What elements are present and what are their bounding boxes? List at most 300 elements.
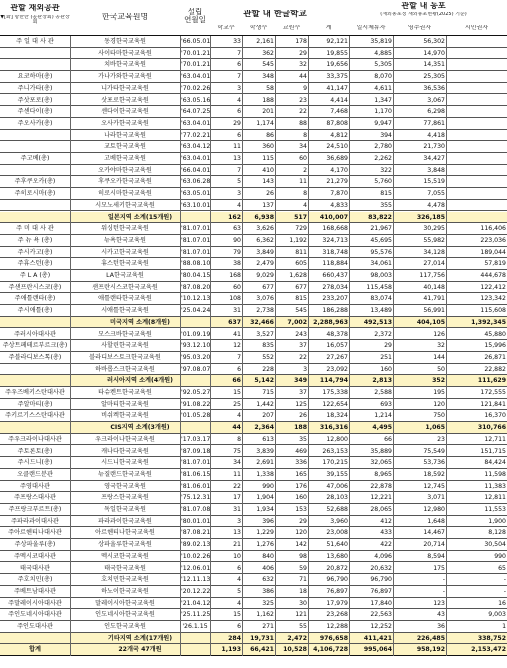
header-founded-date: 설립 연월일 (184, 8, 206, 24)
value-cell: 120 (433, 400, 445, 408)
table-row (0, 118, 507, 130)
value-cell (446, 200, 507, 212)
value-cell: 1,276 (256, 541, 274, 549)
value-cell: 12,711 (484, 435, 506, 443)
value-cell: 394 (380, 131, 392, 139)
value-cell (446, 212, 507, 224)
value-cell: 11,553 (484, 506, 506, 513)
jurisdiction-cell: 주우크라이나대사관 (8, 435, 62, 443)
founded-date-cell: '25.11.25 (181, 611, 210, 619)
value-cell: 66,421 (250, 646, 274, 654)
value-cell: 20,632 (370, 564, 392, 572)
jurisdiction-cell: 주 뉴 욕 (총) (17, 236, 53, 244)
value-cell: 76,897 (326, 587, 348, 595)
subtotal-label: 미국지역 소계(8개원) (110, 318, 170, 326)
founded-date-cell: '12.06.01 (181, 564, 210, 572)
value-cell: 17 (233, 494, 241, 502)
founded-date-cell: '75.12.31 (181, 494, 210, 502)
value-cell: 34,061 (370, 260, 392, 268)
value-cell (446, 188, 507, 200)
jurisdiction-cell: 주히로시마(총) (14, 190, 56, 198)
value-cell: 406 (262, 564, 274, 572)
founded-date-cell: '17.03.17 (181, 435, 210, 443)
value-cell: 162 (228, 213, 241, 221)
value-cell (446, 165, 507, 177)
center-name-cell: 타슈켄트한국교육원 (98, 389, 152, 396)
founded-date-cell: '25.04.24 (181, 307, 210, 315)
value-cell: - (442, 576, 445, 584)
value-cell: 2,288,963 (313, 318, 348, 326)
value-cell: 9 (303, 84, 307, 92)
value-cell: 3 (237, 190, 241, 198)
founded-date-cell: '63.04.01 (181, 155, 210, 162)
jurisdiction-cell (0, 165, 70, 177)
value-cell: 750 (433, 412, 445, 420)
value-cell: 2,588 (374, 389, 392, 396)
value-cell: 4 (237, 599, 241, 607)
table-row (0, 504, 507, 516)
center-name-cell: 태국한국교육원 (104, 564, 146, 572)
value-cell: 1,192 (289, 236, 307, 244)
value-cell: 3,071 (427, 494, 445, 502)
value-cell: 20,714 (423, 541, 445, 549)
value-cell: 5,142 (254, 377, 274, 385)
value-cell: 19,855 (326, 49, 348, 57)
value-cell: 6,938 (254, 213, 274, 221)
value-cell: 325 (262, 599, 274, 607)
value-cell: 175 (433, 564, 445, 572)
header-g1-sub-2: 교원수 (282, 25, 301, 31)
center-name-cell: 뉴질랜드한국교육원 (98, 470, 152, 478)
center-name-cell: 사이타마한국교육원 (98, 49, 152, 57)
table-row (0, 527, 507, 539)
value-cell: 95,576 (370, 248, 392, 256)
value-cell: 362 (262, 49, 274, 57)
value-cell: 310,766 (477, 424, 506, 432)
value-cell: 75 (233, 447, 241, 455)
value-cell: 811 (295, 248, 307, 256)
jurisdiction-cell: 주블라디보스톡(총) (8, 353, 62, 361)
value-cell: 111,629 (477, 377, 506, 385)
value-cell: 88 (299, 119, 307, 127)
value-cell: 26 (266, 190, 274, 198)
value-cell: 990 (262, 482, 274, 490)
value-cell: 143 (262, 178, 274, 186)
center-name-cell: 오카야마한국교육원 (98, 166, 152, 174)
value-cell: 8 (237, 435, 241, 443)
founded-date-cell: '93.12.10 (181, 342, 210, 350)
value-cell: 233,207 (322, 295, 348, 303)
value-cell: 336 (295, 459, 307, 467)
value-cell (446, 106, 507, 118)
value-cell: 26,871 (484, 353, 506, 361)
table-row (0, 539, 507, 551)
value-cell: 11 (233, 143, 241, 151)
founded-date-cell: '81.07.01 (181, 248, 210, 256)
value-cell: 50 (437, 365, 445, 373)
value-cell: 151,715 (480, 447, 506, 455)
header-g2-sub-3: 시민권자 (464, 25, 489, 31)
center-name-cell: 영국한국교육원 (104, 482, 146, 490)
value-cell: 40,148 (423, 283, 445, 291)
value-cell: 108 (229, 295, 241, 303)
value-cell: 86 (266, 131, 274, 139)
value-cell: 142 (295, 541, 307, 549)
value-cell: 186,288 (322, 307, 348, 315)
value-cell: 2 (303, 166, 307, 174)
jurisdiction-cell: 주멕시코대사관 (14, 552, 56, 560)
value-cell: 76,897 (370, 587, 392, 595)
jurisdiction-cell (0, 59, 70, 71)
value-cell: 36,536 (423, 84, 445, 92)
header-compatriot-group: 관할 내 동포 (401, 2, 446, 10)
header-jurisdiction-note: ▼[화] 방한한 (공관장회) 공관장회 (0, 15, 70, 26)
founded-date-cell: '91.08.22 (181, 400, 210, 408)
founded-date-cell: '80.01.01 (181, 517, 210, 525)
jurisdiction-cell: 주상파울루(총) (14, 541, 56, 549)
center-name-cell: 휴스턴한국교육원 (101, 260, 149, 268)
value-cell: 4,096 (374, 552, 392, 560)
value-cell: 976,658 (319, 634, 348, 642)
value-cell: 41,791 (423, 295, 445, 303)
table-row (0, 446, 507, 458)
value-cell: 13 (233, 529, 241, 537)
value-cell: 411,421 (363, 634, 392, 642)
value-cell: 284 (228, 634, 241, 642)
value-cell: 11 (299, 178, 307, 186)
value-cell: 96,790 (326, 576, 348, 584)
header-g2-sub-1: 일시체류자 (356, 25, 386, 31)
value-cell: 84,424 (484, 459, 506, 467)
value-cell: 12 (233, 342, 241, 350)
jurisdiction-cell (0, 141, 70, 153)
value-cell: 444,678 (480, 272, 506, 279)
value-cell: 23,268 (326, 611, 348, 619)
value-cell: 59 (299, 564, 307, 572)
value-cell: 545 (295, 307, 307, 315)
value-cell: 3,076 (256, 295, 274, 303)
table-row (0, 235, 507, 247)
value-cell: 188 (294, 424, 307, 432)
value-cell: 2,780 (374, 143, 392, 151)
value-cell: 21 (233, 541, 241, 549)
value-cell: 207 (262, 412, 274, 420)
jurisdiction-cell (0, 364, 70, 376)
value-cell: 613 (262, 435, 274, 443)
value-cell: 30,504 (484, 541, 506, 549)
founded-date-cell: '80.04.15 (181, 272, 210, 279)
value-cell: 8,594 (427, 552, 445, 560)
value-cell: 469 (295, 447, 307, 455)
value-cell: 3,849 (256, 248, 274, 256)
value-cell: 27,267 (326, 353, 348, 361)
value-cell: 5 (237, 178, 241, 186)
founded-date-cell: '10.02.26 (181, 552, 210, 560)
value-cell: 96,790 (370, 576, 392, 584)
value-cell: 77,861 (423, 119, 445, 127)
table-row (0, 364, 507, 376)
header-compatriot-note: (재외동포청 재외동포현황(2025) 기준) (380, 12, 467, 17)
value-cell: 34,128 (423, 248, 445, 256)
center-name-cell: 시카고한국교육원 (101, 248, 149, 256)
center-name-cell: 인도한국교육원 (104, 623, 146, 630)
value-cell: 243 (295, 330, 307, 338)
value-cell: 26 (299, 412, 307, 420)
value-cell: 4 (237, 201, 241, 209)
value-cell: 4,418 (427, 131, 445, 139)
jurisdiction-cell: 주알마티(총) (17, 400, 53, 408)
value-cell: 7,002 (287, 318, 307, 326)
founded-date-cell: '81.07.08 (181, 506, 210, 513)
value-cell: 2,691 (256, 459, 274, 467)
table-row (0, 71, 507, 83)
value-cell: 83,822 (368, 213, 392, 221)
value-cell: 349 (294, 377, 307, 385)
table-row (0, 59, 507, 71)
value-cell: 11 (233, 470, 241, 478)
subtotal-label: 러시아지역 소계(4개원) (107, 377, 173, 385)
value-cell: 8,070 (374, 73, 392, 81)
center-name-cell: 교토한국교육원 (104, 143, 146, 151)
jurisdiction-cell: 주호치민(총) (17, 576, 53, 584)
value-cell: 114,794 (319, 377, 348, 385)
value-cell (446, 48, 507, 60)
value-cell: 32,065 (370, 459, 392, 467)
value-cell: 9,947 (374, 119, 392, 127)
center-name-cell: 캐나다한국교육원 (101, 447, 149, 455)
table-row (0, 36, 507, 48)
founded-date-cell: '66.05.01 (181, 38, 210, 45)
founded-date-cell: '81.07.01 (181, 459, 210, 467)
value-cell: 19,731 (250, 634, 274, 642)
founded-date-cell: '01.09.19 (181, 330, 210, 338)
value-cell: 1,229 (256, 529, 274, 537)
table-row (0, 282, 507, 294)
value-cell: 22 (233, 482, 241, 490)
founded-date-cell: '64.07.25 (181, 108, 210, 116)
founded-date-cell: '20.12.22 (181, 587, 210, 595)
value-cell: 6 (237, 365, 241, 373)
value-cell: 28,103 (326, 494, 348, 502)
center-name-cell: 독일한국교육원 (104, 506, 146, 513)
value-cell: 338,752 (477, 634, 506, 642)
center-name-cell: 동경한국교육원 (104, 38, 146, 45)
value-cell: 1,193 (221, 646, 241, 654)
value-cell: 126 (433, 330, 445, 338)
jurisdiction-cell: 주베트남대사관 (14, 587, 56, 595)
value-cell: 34 (233, 459, 241, 467)
value-cell: 60 (299, 155, 307, 162)
value-cell: 360 (262, 143, 274, 151)
value-cell: 53,736 (423, 459, 445, 467)
value-cell: 263,153 (322, 447, 348, 455)
value-cell: 552 (262, 353, 274, 361)
value-cell: 12,745 (423, 482, 445, 490)
value-cell: 14,351 (423, 61, 445, 69)
value-cell: 1,648 (427, 517, 445, 525)
value-cell: 15,519 (423, 178, 445, 186)
value-cell: 318,748 (322, 248, 348, 256)
value-cell: 4,478 (427, 201, 445, 209)
value-cell: 3,626 (256, 225, 274, 233)
value-cell: 1,170 (374, 108, 392, 116)
jurisdiction-cell: 주프랑크푸르트(총) (8, 506, 62, 513)
jurisdiction-cell: 주시카고(총) (17, 248, 53, 256)
subtotal-row (0, 375, 507, 387)
table-row (0, 153, 507, 165)
jurisdiction-cell: 주니가타(총) (17, 84, 53, 92)
value-cell: 17,840 (370, 599, 392, 607)
value-cell: 271 (262, 623, 274, 630)
value-cell: 188 (262, 96, 274, 104)
value-cell (446, 153, 507, 165)
founded-date-cell: '63.04.01 (181, 73, 210, 81)
value-cell: 9,003 (488, 611, 506, 619)
center-name-cell: 알마티한국교육원 (101, 400, 149, 408)
center-name-cell: 인도네시아한국교육원 (95, 611, 155, 619)
grand-total-row (0, 644, 507, 656)
value-cell: 13,489 (370, 307, 392, 315)
value-cell: 1,347 (374, 96, 392, 104)
value-cell: 66 (384, 435, 392, 443)
value-cell: 7,870 (330, 190, 348, 198)
jurisdiction-cell: 요코하마(총) (17, 73, 53, 81)
value-cell: 22,563 (370, 611, 392, 619)
value-cell: 23,008 (326, 529, 348, 537)
header-korean-school-group: 관할 내 한글학교 (243, 10, 307, 19)
value-cell: 8 (303, 131, 307, 139)
value-cell: 3 (237, 517, 241, 525)
value-cell: 98 (299, 552, 307, 560)
center-name-cell: 센다이한국교육원 (101, 108, 149, 116)
founded-date-cell: '26.1.15 (182, 623, 208, 630)
value-cell: 83,074 (370, 295, 392, 303)
value-cell: 122,412 (480, 283, 506, 291)
value-cell: 1,338 (256, 470, 274, 478)
value-cell: 22,878 (370, 482, 392, 490)
value-cell: 63 (233, 225, 241, 233)
value-cell: 22,882 (484, 365, 506, 373)
value-cell: 57,819 (484, 260, 506, 268)
table-row (0, 481, 507, 493)
value-cell: 815 (295, 295, 307, 303)
value-cell: 55 (299, 623, 307, 630)
table-row (0, 609, 507, 621)
jurisdiction-cell: 주고베(총) (20, 155, 50, 162)
value-cell: 4 (237, 412, 241, 420)
value-cell: 3,960 (330, 517, 348, 525)
jurisdiction-cell: 주우즈베키스탄대사관 (5, 389, 65, 396)
table-row (0, 621, 507, 633)
jurisdiction-cell: 주샌프란시스코(총) (8, 283, 62, 291)
value-cell: 2,262 (374, 155, 392, 162)
value-cell: 170,215 (322, 459, 348, 467)
value-cell: 75,549 (423, 447, 445, 455)
value-cell: 36,689 (326, 155, 348, 162)
value-cell: 160 (295, 494, 307, 502)
table-row (0, 329, 507, 341)
center-name-cell: 시모노세키한국교육원 (95, 201, 155, 209)
value-cell: 12,980 (423, 506, 445, 513)
value-cell: 835 (262, 342, 274, 350)
value-cell: 2,364 (254, 424, 274, 432)
value-cell: 13,680 (326, 552, 348, 560)
center-name-cell: 아르헨티나한국교육원 (95, 529, 155, 537)
value-cell: 13 (233, 155, 241, 162)
subtotal-row (0, 422, 507, 434)
value-cell: 48,378 (326, 330, 348, 338)
table-row (0, 516, 507, 528)
founded-date-cell: '63.04.12 (181, 143, 210, 151)
value-cell: 412 (380, 517, 392, 525)
center-name-cell: 후쿠오카한국교육원 (98, 178, 152, 186)
jurisdiction-cell: 주휴스턴(총) (17, 260, 53, 268)
value-cell: 1,442 (256, 400, 274, 408)
table-row (0, 305, 507, 317)
value-cell: 4,495 (372, 424, 392, 432)
value-cell: 23 (299, 96, 307, 104)
value-cell: 422 (380, 541, 392, 549)
value-cell: 25,305 (423, 73, 445, 81)
value-cell: 175,338 (322, 389, 348, 396)
value-cell: 715 (262, 389, 274, 396)
founded-date-cell: '92.05.27 (181, 389, 210, 396)
value-cell: 4,885 (374, 49, 392, 57)
table-row (0, 141, 507, 153)
value-cell: 7 (237, 73, 241, 81)
center-name-cell: 나라한국교육원 (104, 131, 146, 139)
jurisdiction-cell: 주시드니(총) (17, 459, 53, 467)
value-cell: 36 (437, 623, 445, 630)
value-cell: 10,528 (283, 646, 307, 654)
value-cell: 90 (233, 236, 241, 244)
value-cell: 226,485 (416, 634, 445, 642)
jurisdiction-cell: 주아르헨티나대사관 (8, 529, 62, 537)
value-cell: 29 (233, 119, 241, 127)
value-cell: 172,555 (480, 389, 506, 396)
value-cell: 121 (295, 611, 307, 619)
center-name-cell: 샌프란시스코한국교육원 (92, 283, 158, 291)
jurisdiction-cell: 주시애틀(총) (17, 307, 53, 315)
value-cell: 1,628 (289, 272, 307, 279)
founded-date-cell: '97.08.07 (181, 365, 210, 373)
value-cell: 545 (262, 61, 274, 69)
value-cell: 98,003 (370, 272, 392, 279)
value-cell: 410 (262, 166, 274, 174)
value-cell: 1,392,345 (471, 318, 506, 326)
value-cell: - (503, 587, 506, 595)
value-cell: 32 (299, 61, 307, 69)
table-row (0, 247, 507, 259)
center-name-cell: 하바롭스크한국교육원 (95, 365, 155, 373)
founded-date-cell: '70.01.21 (181, 61, 210, 69)
jurisdiction-cell: 태국대사관 (20, 564, 50, 572)
value-cell: 28,065 (370, 506, 392, 513)
center-name-cell: 가나가와한국교육원 (98, 73, 152, 81)
value-cell: 4 (237, 576, 241, 584)
founded-date-cell: '70.02.26 (181, 84, 210, 92)
value-cell: 4 (303, 201, 307, 209)
founded-date-cell: '63.10.01 (181, 201, 210, 209)
grand-total-count: 22개국 47개원 (118, 646, 162, 654)
jurisdiction-cell: 주 L A (총) (19, 272, 51, 279)
value-cell: 2,813 (372, 377, 392, 385)
value-cell: 79 (233, 248, 241, 256)
center-name-cell: 고베한국교육원 (104, 155, 146, 162)
value-cell: 815 (380, 190, 392, 198)
jurisdiction-cell: 주 미 대 사 관 (16, 225, 54, 233)
value-cell: 4,170 (330, 166, 348, 174)
